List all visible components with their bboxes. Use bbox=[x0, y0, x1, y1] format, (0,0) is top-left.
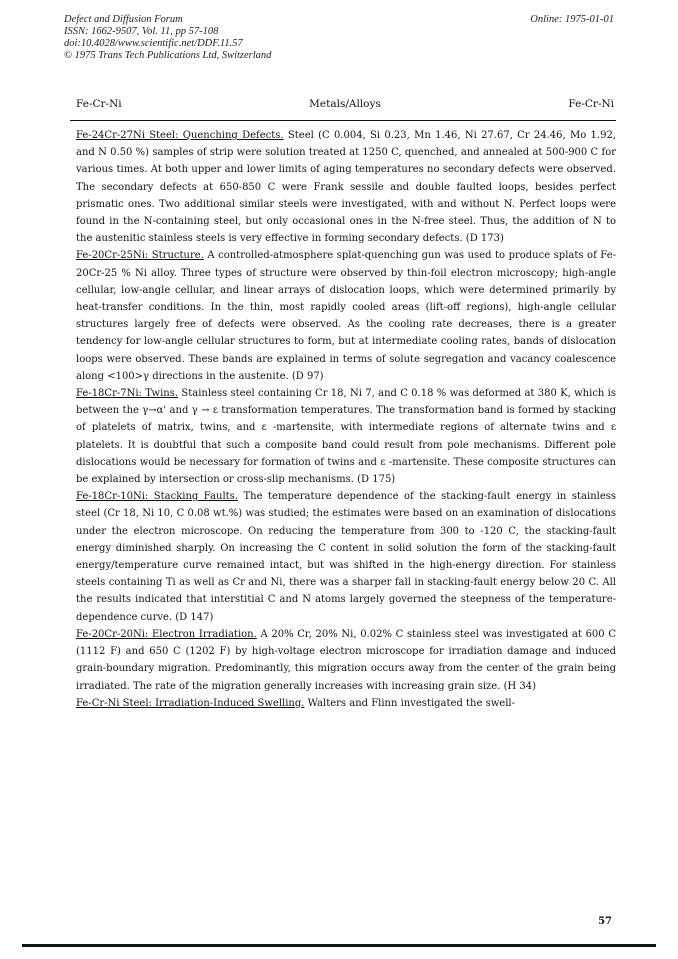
page-number: 57 bbox=[598, 916, 612, 927]
issn-line: ISSN: 1662-9507, Vol. 11, pp 57-108 bbox=[64, 26, 219, 37]
entry-paragraph bbox=[76, 127, 616, 247]
entry-heading: Fe-24Cr-27Ni Steel: Quenching Defects. bbox=[76, 130, 284, 141]
running-head bbox=[76, 98, 614, 112]
article-body bbox=[76, 127, 616, 712]
entry-text: The temperature dependence of the stacking-fault energy in stainless steel (Cr 18, Ni 10, C 0.08 wt.%) was studied; the estimates were based on an examination of dislocations under the electron microscope. On reducing the temperature from 300 to -120 C, the stacking-fault energy diminished sharply. On increasing the C content in solid solution the form of the stacking-fault energy/temperature curve remained intact, but was shifted in the high-energy direction. For stainless steels containing Ti as well as Cr and Ni, there was a sharper fall in stacking-fault energy below 20 C. All the results indicated that interstitial C and N atoms largely governed the steepness of the temperature-dependence curve. (D 147) bbox=[76, 491, 617, 623]
running-head-right: Fe-Cr-Ni bbox=[568, 98, 614, 110]
entry-heading: Fe-20Cr-25Ni: Structure. bbox=[76, 250, 204, 262]
entry-text: Stainless steel containing Cr 18, Ni 7, and C 0.18 % was deformed at 380 K, which is between the γ→α' and γ → ε transformation temperatures. The transformation band is formed by stacking of platelets of matrix, twins, and ε -martensite, with intermediate regions of alternate twins and ε platelets. It is doubtful that such a composite band could result from pole mechanisms. Different pole dislocations would be necessary for formation of twins and ε -martensite. These composite structures can be explained by intersection or cross-slip mechanisms. (D 175) bbox=[76, 388, 616, 486]
running-head-center: Metals/Alloys bbox=[309, 98, 381, 110]
entry-heading: Fe-18Cr-7Ni: Twins. bbox=[76, 388, 179, 400]
entry-paragraph bbox=[76, 695, 616, 712]
entry-text: Walters and Flinn investigated the swell- bbox=[304, 697, 515, 709]
header-rule bbox=[70, 120, 616, 121]
entry-heading: Fe-Cr-Ni Steel: Irradiation-Induced Swelling. bbox=[76, 697, 305, 709]
doi-line[interactable]: doi:10.4028/www.scientific.net/DDF.11.57 bbox=[64, 38, 243, 49]
publication-metadata bbox=[64, 14, 614, 62]
entry-paragraph bbox=[76, 247, 616, 385]
entry-heading: Fe-20Cr-20Ni: Electron Irradiation. bbox=[76, 628, 257, 640]
entry-text: Steel (C 0.004, Si 0.23, Mn 1.46, Ni 27.67, Cr 24.46, Mo 1.92, and N 0.50 %) samples of strip were solution treated at 1250 C, quenched, and annealed at 500-900 C for various times. At both upper and lower limits of aging temperatures no secondary defects were observed. The secondary defects at 650-850 C were Frank sessile and double faulted loops, besides perfect prismatic ones. Two additional similar steels were investigated, with and without N. Perfect loops were found in the N-containing steel, but only occasional ones in the N-free steel. Thus, the addition of N to the austenitic stainless steels is very effective in forming secondary defects. (D 173) bbox=[76, 130, 616, 245]
entry-text: A 20% Cr, 20% Ni, 0.02% C stainless steel was investigated at 600 C (1112 F) and 650 C (1202 F) by high-voltage electron microscope for irradiation damage and induced grain-boundary migration. Predominantly, this migration occurs away from the center of the grain being irradiated. The rate of the migration generally increases with increasing grain size. (H 34) bbox=[76, 628, 616, 692]
entry-paragraph bbox=[76, 626, 616, 695]
entry-text: A controlled-atmosphere splat-quenching gun was used to produce splats of Fe-20Cr-25 % Ni alloy. Three types of structure were observed by thin-foil electron microscopy; high-angle cellular, low-angle cellular, and linear arrays of dislocation loops, which were determined primarily by heat-transfer conditions. In the thin, most rapidly cooled areas (lift-off regions), high-angle cellular structures largely free of defects were observed. As the cooling rate decreases, there is a greater tendency for low-angle cellular structures to form, but at intermediate cooling rates, bands of dislocation loops were observed. These bands are explained in terms of solute segregation and vacancy coalescence along <100>γ directions in the austenite. (D 97) bbox=[76, 250, 616, 382]
running-head-left: Fe-Cr-Ni bbox=[76, 98, 122, 110]
entry-paragraph bbox=[76, 385, 616, 488]
copyright-line: © 1975 Trans Tech Publications Ltd, Switzerland bbox=[64, 50, 272, 61]
entry-paragraph bbox=[76, 488, 616, 626]
online-date: Online: 1975-01-01 bbox=[530, 14, 614, 25]
journal-name: Defect and Diffusion Forum bbox=[64, 14, 183, 25]
entry-heading: Fe-18Cr-10Ni: Stacking Faults. bbox=[76, 491, 238, 503]
footer-rule bbox=[22, 944, 656, 947]
